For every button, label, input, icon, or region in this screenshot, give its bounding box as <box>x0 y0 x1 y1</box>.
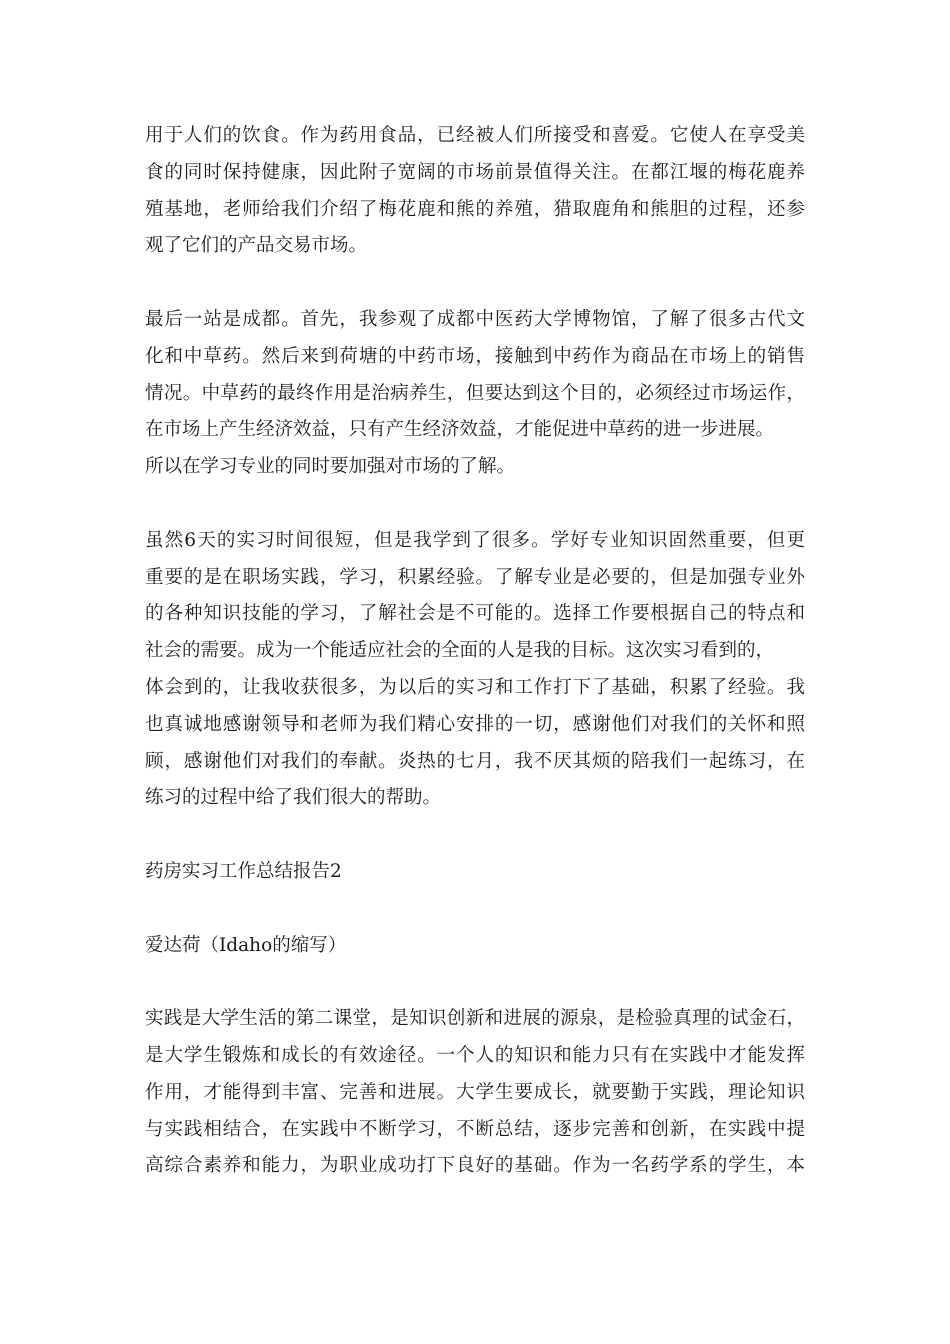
text-line: 是大学生锻炼和成长的有效途径。一个人的知识和能力只有在实践中才能发挥 <box>145 1044 805 1066</box>
text-line: 社会的需要。成为一个能适应社会的全面的人是我的目标。这次实习看到的， <box>145 640 775 662</box>
text-line: 食的同时保持健康，因此附子宽阔的市场前景值得关注。在都江堰的梅花鹿养 <box>145 161 805 183</box>
document-body <box>145 118 805 1222</box>
paragraph-chengdu <box>145 302 805 486</box>
text-line: 化和中草药。然后来到荷塘的中药市场，接触到中药作为商品在市场上的销售 <box>145 345 805 367</box>
section-title <box>145 854 805 891</box>
text-line: 与实践相结合，在实践中不断学习，不断总结，逐步完善和创新，在实践中提 <box>145 1118 805 1140</box>
text-line: 虽然6天的实习时间很短，但是我学到了很多。学好专业知识固然重要，但更 <box>145 529 805 551</box>
text-line: 观了它们的产品交易市场。 <box>145 235 368 257</box>
report-subtitle: 爱达荷（Idaho的缩写） <box>145 934 347 956</box>
report-title: 药房实习工作总结报告2 <box>145 860 342 882</box>
paragraph-practice <box>145 1001 805 1185</box>
text-line: 实践是大学生活的第二课堂，是知识创新和进展的源泉，是检验真理的试金石， <box>145 1008 805 1030</box>
text-line: 在市场上产生经济效益，只有产生经济效益，才能促进中草药的进一步进展。 <box>145 419 775 441</box>
text-line: 高综合素养和能力，为职业成功打下良好的基础。作为一名药学系的学生，本 <box>145 1155 805 1177</box>
text-line: 重要的是在职场实践，学习，积累经验。了解专业是必要的，但是加强专业外 <box>145 566 805 588</box>
text-line: 殖基地，老师给我们介绍了梅花鹿和熊的养殖，猎取鹿角和熊胆的过程，还参 <box>145 198 805 220</box>
text-line: 顾，感谢他们对我们的奉献。炎热的七月，我不厌其烦的陪我们一起练习，在 <box>145 750 805 772</box>
text-line: 作用，才能得到丰富、完善和进展。大学生要成长，就要勤于实践，理论知识 <box>145 1081 805 1103</box>
text-line: 也真诚地感谢领导和老师为我们精心安排的一切，感谢他们对我们的关怀和照 <box>145 713 805 735</box>
text-line: 的各种知识技能的学习，了解社会是不可能的。选择工作要根据自己的特点和 <box>145 603 805 625</box>
text-line: 练习的过程中给了我们很大的帮助。 <box>145 787 442 809</box>
text-line: 所以在学习专业的同时要加强对市场的了解。 <box>145 456 516 478</box>
paragraph-summary <box>145 523 805 817</box>
text-line: 最后一站是成都。首先，我参观了成都中医药大学博物馆，了解了很多古代文 <box>145 308 805 330</box>
text-line: 用于人们的饮食。作为药用食品，已经被人们所接受和喜爱。它使人在享受美 <box>145 125 805 146</box>
section-subtitle <box>145 928 805 965</box>
text-line: 情况。中草药的最终作用是治病养生，但要达到这个目的，必须经过市场运作， <box>145 382 805 404</box>
text-line: 体会到的，让我收获很多，为以后的实习和工作打下了基础，积累了经验。我 <box>145 676 805 698</box>
paragraph-breeding-base <box>145 118 805 265</box>
